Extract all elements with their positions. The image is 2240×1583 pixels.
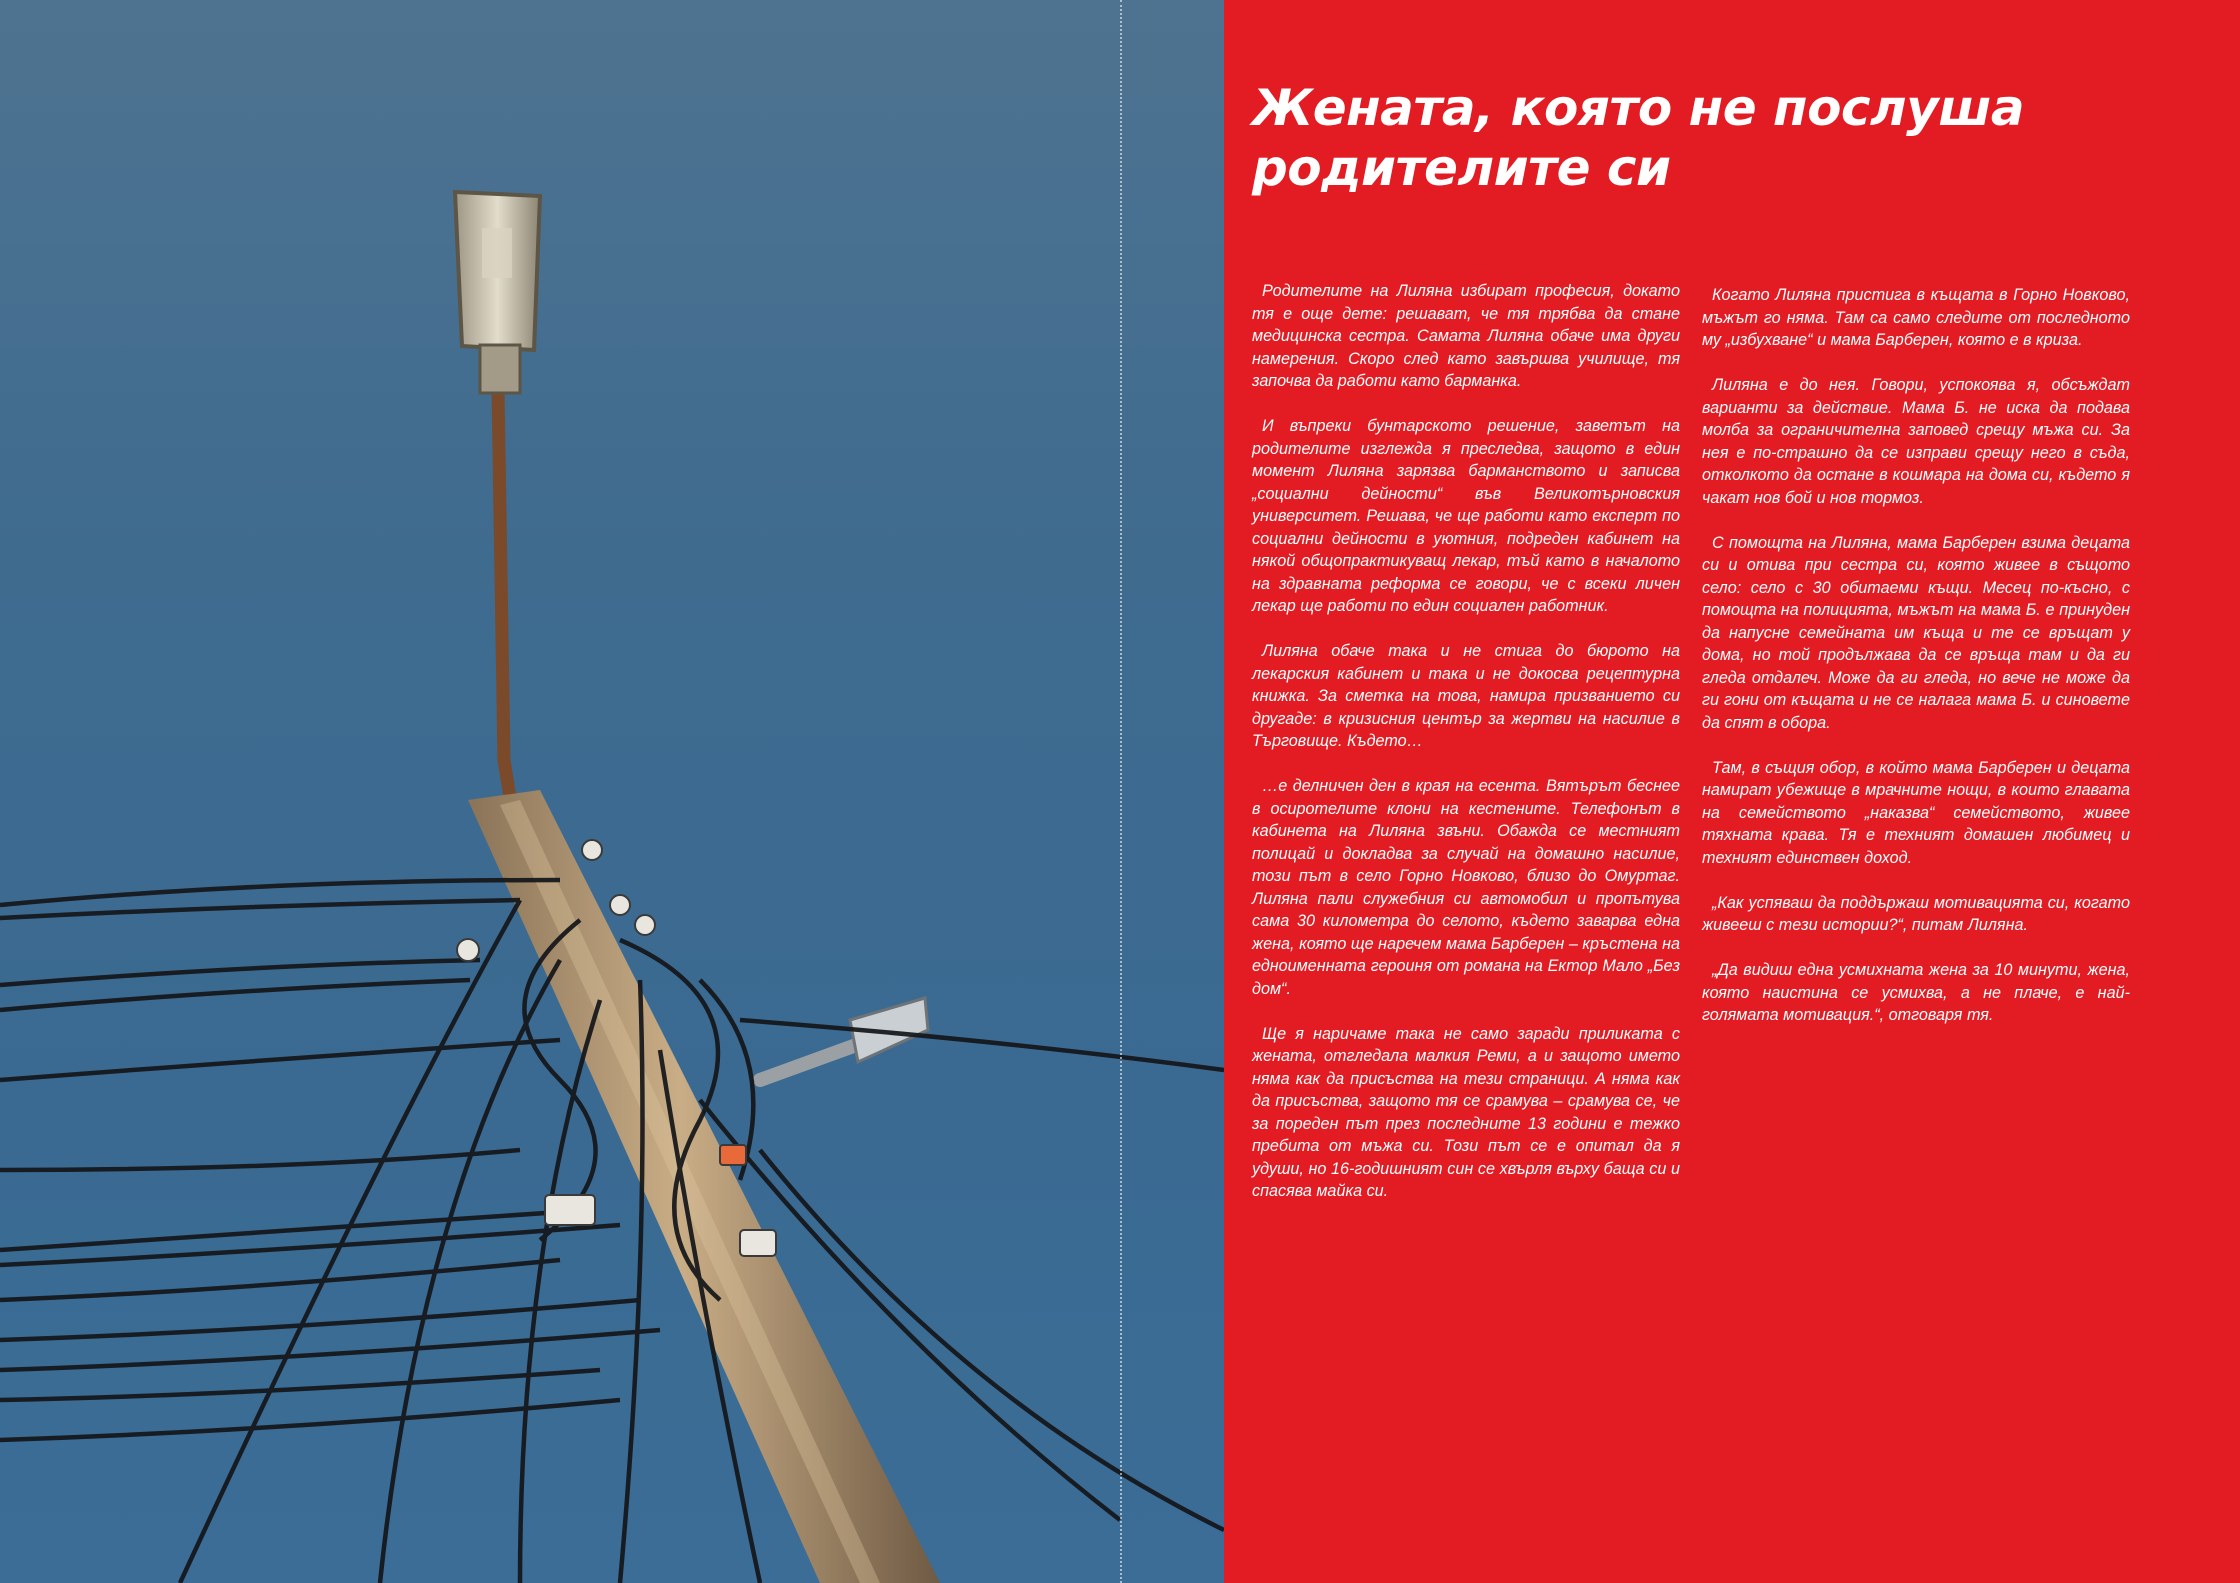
paragraph: Родителите на Лиляна избират професия, докато тя е още дете: решават, че тя трябва да стане медицинска сестра. Самата Лиляна обаче има други намерения. Скоро след като завършва училище, тя започва да работи като барманка. — [1252, 282, 1680, 390]
title-line-2: родителите си — [1252, 139, 1671, 197]
paragraph: С помощта на Лиляна, мама Барберен взима децата си и отива при сестра си, която живее в същото село: село с 30 обитаеми къщи. Месец по-късно, с помощта на полицията, мъжът на мама Б. е принуден да напусне семейната им къща и те се връщат у дома, но той продължава да се връща там и да ги гледа отдалеч. Може да ги гледа, но вече не може да ги гони от къщата и не се налага мама Б. и синовете да спят в обора. — [1702, 533, 2130, 732]
paragraph: Когато Лиляна пристига в къщата в Горно Новково, мъжът го няма. Там са само следите от последното му „избухване“ и мама Барберен, която е в криза. — [1702, 286, 2130, 349]
paragraph: И въпреки бунтарското решение, заветът на родителите изглежда я преследва, защото в един момент Лиляна зарязва барманството и записва „социални дейности“ във Великотърновския университет. Решава, че ще работи като експерт по социални дейности в уютния, подреден кабинет на някой общопрактикуващ лекар, тъй като в началото на здравната реформа се говори, че с всеки личен лекар ще работи по един социален работник. — [1252, 417, 1680, 615]
article-column-right — [1702, 284, 2130, 1049]
title-line-1: Жената, която не послуша — [1252, 79, 2025, 137]
fold-guide-line — [1120, 0, 1122, 1583]
article-title — [1252, 78, 2152, 198]
lamp-arm — [498, 390, 512, 810]
concrete-pole — [468, 790, 940, 1583]
paragraph: Там, в същия обор, в който мама Барберен и децата намират убежище в мрачните нощи, в които главата на семейството „наказва“ семейството, живее тяхната крава. Тя е техният домашен любимец и техният единствен доход. — [1702, 758, 2130, 867]
article-column-left — [1252, 280, 1680, 1225]
paragraph: „Как успяваш да поддържаш мотивацията си, когато живееш с тези истории?“, питам Лиляна. — [1702, 893, 2130, 934]
paragraph: …е делничен ден в края на есента. Вятърът беснее в осиротелите клони на кестените. Телефонът в кабинета на Лиляна звъни. Обажда се местният полицай и докладва за случай на домашно насилие, този път в село Горно Новково, близо до Омуртаг. Лиляна пали служебния си автомобил и пропътува сама 30 километра до селото, където заварва една жена, която ще наречем мама Барберен – кръстена на едноименната героиня от романа на Ектор Мало „Без дом“. — [1252, 777, 1680, 998]
paragraph: Лиляна обаче така и не стига до бюрото на лекарския кабинет и така и не докосва рецептурна книжка. За сметка на това, намира призванието си другаде: в кризисния център за жертви на насилие в Търговище. Където… — [1252, 642, 1680, 750]
paragraph: Ще я наричаме така не само заради приликата с жената, отгледала малкия Реми, а и защото името няма как да присъства на тези страници. А няма как да присъства, защото тя се срамува – срамува се, че за пореден път през последните 13 години е тежко пребита от мъжа си. Този път се е опитал да я удуши, но 16-годишният син се хвърля върху баща си и спасява майка си. — [1252, 1024, 1680, 1200]
article-page — [1224, 0, 2240, 1583]
paragraph: Лиляна е до нея. Говори, успокоява я, обсъждат варианти за действие. Мама Б. не иска да подава молба за ограничителна заповед срещу мъжа си. За нея е по-страшно да се изправи срещу него в съда, отколкото да остане в кошмара на дома си, където я чакат нов бой и нов тормоз. — [1702, 376, 2130, 507]
paragraph: „Да видиш една усмихната жена за 10 минути, жена, която наистина се усмихва, а не плаче, е най-голямата мотивация.“, отговаря тя. — [1702, 961, 2130, 1024]
